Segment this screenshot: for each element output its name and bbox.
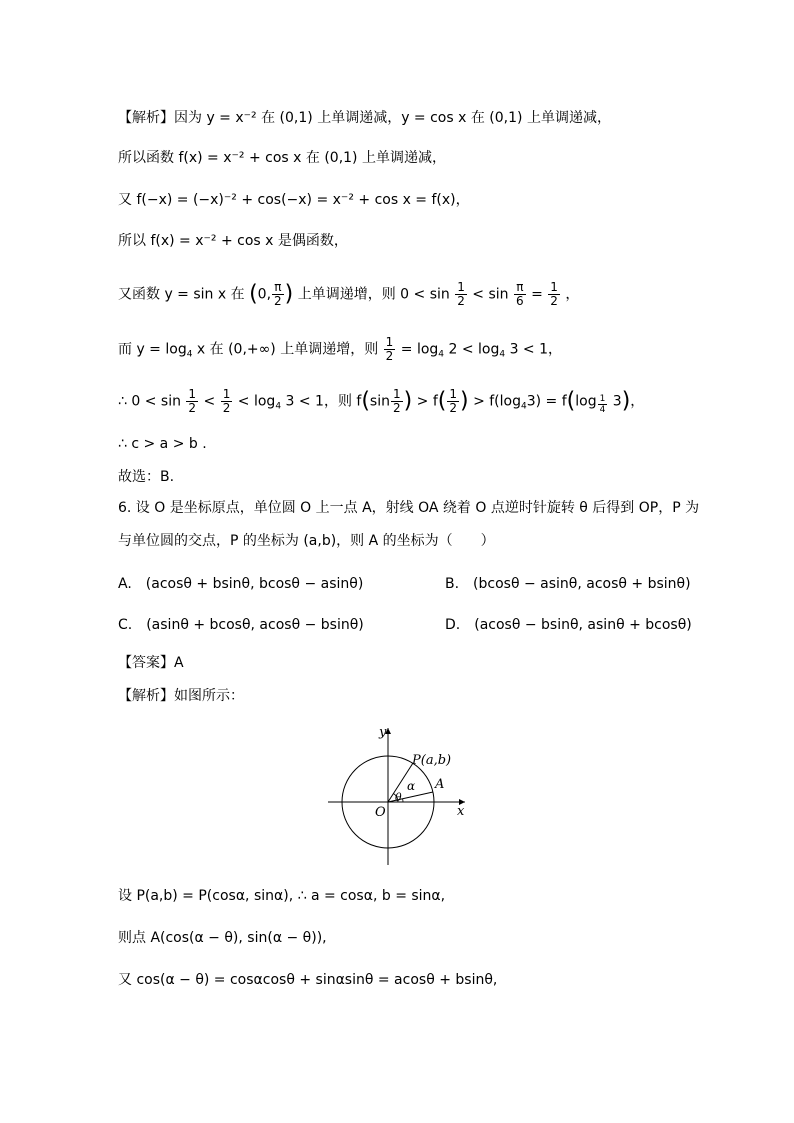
origin-label: O (375, 805, 386, 820)
solution-line-7: ∴ 0 < sin $\frac{1}{2}$ < $\frac{1}{2}$ < $\log_4 3 < 1$，则 f(sin $\frac{1}{2}$ ) > f( $\frac{1}{2}$ ) > $f(\log_43) = f(\log$ $\frac{1}{4}$ 3)， (118, 387, 645, 415)
frac-numerator: 1 (392, 387, 401, 401)
half-fraction (447, 388, 459, 415)
half-fraction (221, 388, 233, 415)
log-base: 4 (275, 401, 282, 412)
pi-over-6-fraction (514, 281, 526, 308)
close-paren: ) (460, 388, 469, 414)
theta-label: θ (395, 791, 402, 804)
y-axis-label: y (379, 725, 387, 740)
frac-numerator: 1 (599, 393, 606, 404)
frac-denominator: 6 (516, 294, 524, 308)
open-paren: ( (361, 388, 370, 414)
open-paren: ( (249, 281, 258, 307)
solution-line-6 (118, 336, 562, 365)
log-base: 4 (499, 349, 506, 360)
frac-denominator: 2 (385, 349, 394, 363)
line6-text-c: = log (400, 341, 439, 358)
solution-line-8: ∴ c > a > b . (118, 436, 207, 452)
line5-text-e: ， (565, 286, 580, 303)
close-paren: ) (284, 281, 294, 307)
option-d: D. (acosθ − bsinθ, asinθ + bcosθ) (445, 617, 692, 633)
frac-numerator: 1 (222, 387, 231, 401)
solution-step-2: 则点 A(cos(α − θ), sin(α − θ)), (118, 930, 327, 946)
line7-text-h: ， (630, 393, 645, 410)
log-base: 4 (438, 349, 445, 360)
half-fraction (384, 336, 396, 363)
half-fraction (548, 281, 560, 308)
line7-text-g: 3) = f (526, 393, 567, 410)
line7-text-f: > f(log (473, 393, 521, 410)
answer-line: 【答案】A (118, 655, 184, 671)
option-a: A. (acosθ + bsinθ, bcosθ − asinθ) (118, 576, 364, 592)
frac-numerator: 1 (188, 387, 197, 401)
frac-numerator: π (514, 281, 526, 295)
frac-numerator: 1 (385, 335, 394, 349)
line7-text-b: < (203, 393, 216, 410)
frac-denominator: 2 (222, 401, 231, 415)
half-fraction (455, 281, 467, 308)
frac-numerator: 1 (457, 280, 465, 294)
solution-line-2: 所以函数 f(x) = x⁻² + cos x 在 (0,1) 上单调递减， (118, 150, 446, 166)
frac-denominator: 2 (274, 294, 282, 308)
half-fraction (391, 388, 403, 415)
option-c: C. (asinθ + bcosθ, acosθ − bsinθ) (118, 617, 364, 633)
solution-step-3: 又 cos(α − θ) = cosαcosθ + sinαsinθ = acosθ + bsinθ, (118, 972, 498, 988)
solution-line-5 (118, 281, 579, 308)
point-a-label: A (435, 777, 445, 792)
solution-line-4: 所以 f(x) = x⁻² + cos x 是偶函数， (118, 233, 348, 249)
question-6-line-2: 与单位圆的交点，P 的坐标为 (a,b)，则 A 的坐标为（ ） (118, 533, 495, 549)
solution-line-9: 故选：B. (118, 469, 175, 485)
half-fraction (186, 388, 198, 415)
line5-text-c: < sin (472, 286, 509, 303)
frac-denominator: 2 (449, 401, 458, 415)
unit-circle-figure (325, 722, 475, 867)
zero-comma: 0, (257, 286, 272, 303)
solution-line-1: 【解析】因为 y = x⁻² 在 (0,1) 上单调递减，y = cos x 在 (0,1) 上单调递减， (118, 110, 611, 126)
log-base: 4 (520, 401, 527, 412)
line5-text-a: 又函数 y = sin x 在 (118, 286, 245, 303)
frac-numerator: π (272, 281, 284, 295)
open-paren: ( (437, 388, 447, 414)
line6-text-a: 而 y = log (118, 341, 187, 358)
frac-denominator: 2 (550, 294, 558, 308)
log-base: 4 (186, 349, 193, 360)
analysis-heading: 【解析】如图所示： (118, 688, 244, 704)
point-p-label: P(a,b) (412, 753, 452, 768)
solution-line-3: 又 f(−x) = (−x)⁻² + cos(−x) = x⁻² + cos x = f(x)， (118, 192, 470, 208)
log-text: log (575, 393, 597, 410)
alpha-label: α (407, 779, 416, 793)
pi-over-2-fraction (272, 281, 284, 308)
line6-text-d: 2 < log (448, 341, 500, 358)
line5-text-b: 上单调递增，则 0 < sin (297, 286, 450, 303)
question-6-line-1: 6. 设 O 是坐标原点，单位圆 O 上一点 A，射线 OA 绕着 O 点逆时针旋转 θ 后得到 OP，P 为 (118, 500, 700, 516)
line7-text-e: > f (416, 393, 438, 410)
line7-text-d: 3 < 1，则 f (285, 393, 362, 410)
line6-text-e: 3 < 1， (509, 341, 563, 358)
open-paren: ( (566, 388, 576, 414)
sin-text: sin (369, 393, 390, 410)
option-b: B. (bcosθ − asinθ, acosθ + bsinθ) (445, 576, 691, 592)
frac-denominator: 2 (457, 294, 465, 308)
line5-text-d: = (531, 286, 543, 303)
frac-numerator: 1 (550, 280, 558, 294)
frac-denominator: 2 (392, 401, 401, 415)
x-axis-label: x (457, 804, 465, 819)
close-paren: ) (403, 388, 413, 414)
quarter-fraction-base (598, 394, 608, 415)
frac-denominator: 2 (188, 401, 197, 415)
solution-step-1: 设 P(a,b) = P(cosα, sinα), ∴ a = cosα, b = sinα, (118, 888, 446, 904)
line6-text-b: x 在 (0,+∞) 上单调递增，则 (196, 341, 379, 358)
line7-text-a: ∴ 0 < sin (118, 393, 181, 410)
line7-text-c: < log (237, 393, 276, 410)
frac-numerator: 1 (449, 387, 458, 401)
close-paren: ) (621, 388, 631, 414)
frac-denominator: 4 (599, 404, 606, 415)
